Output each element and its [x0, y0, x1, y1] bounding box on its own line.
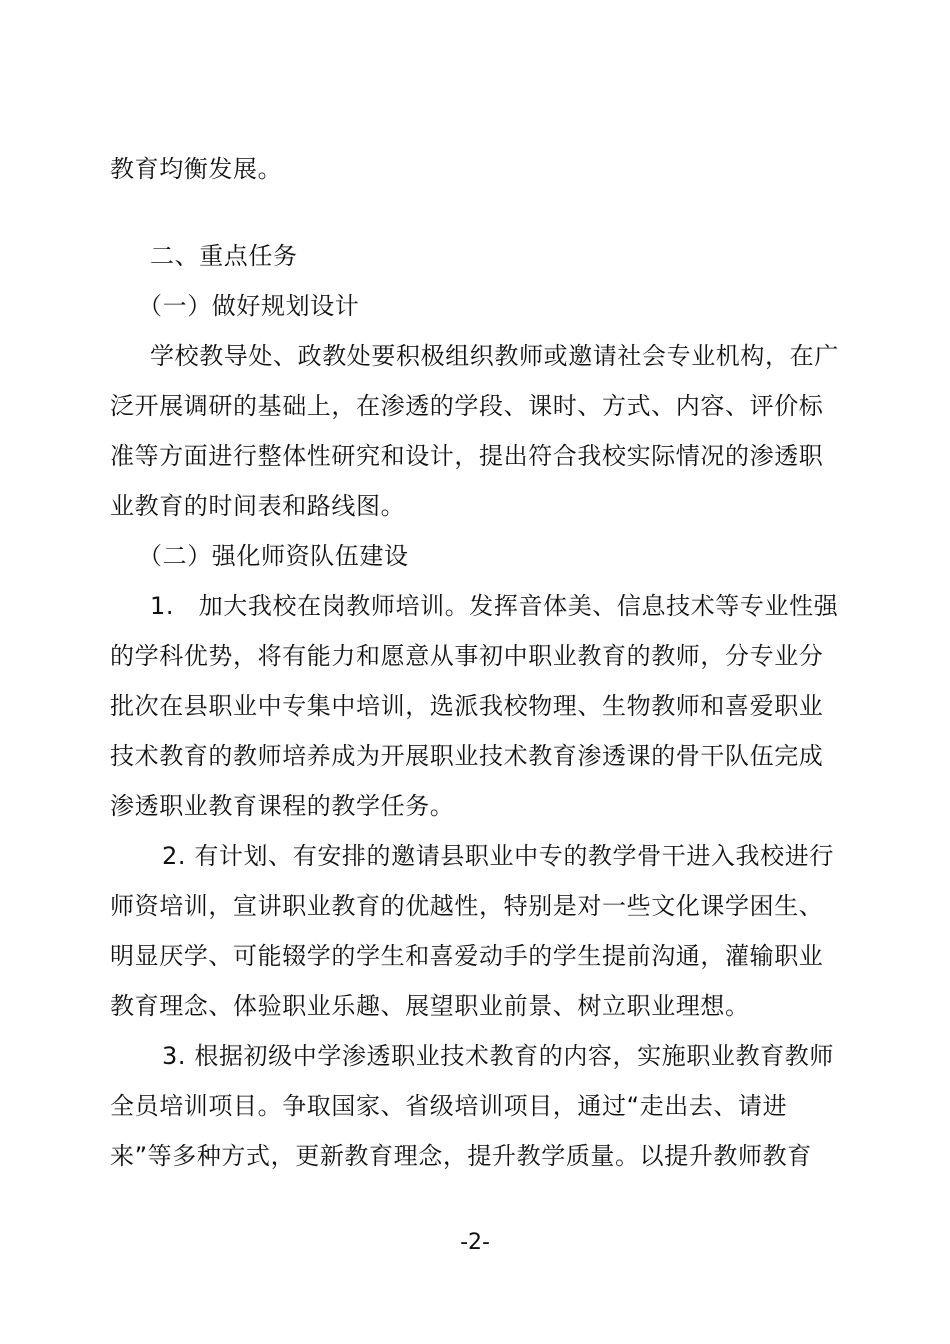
list-item-line: 1. 加大我校在岗教师培训。发挥音体美、信息技术等专业性强 — [150, 592, 839, 620]
subsection-heading: （一）做好规划设计 — [138, 292, 360, 320]
list-item-line: 2. 有计划、有安排的邀请县职业中专的教学骨干进入我校进行 — [162, 842, 834, 870]
paragraph-line: 渗透职业教育课程的教学任务。 — [110, 792, 455, 820]
paragraph-line: 师资培训，宣讲职业教育的优越性，特别是对一些文化课学困生、 — [110, 892, 824, 920]
section-heading: 二、重点任务 — [150, 242, 298, 270]
paragraph-line: 批次在县职业中专集中培训，选派我校物理、生物教师和喜爱职业 — [110, 692, 824, 720]
paragraph-line: 泛开展调研的基础上，在渗透的学段、课时、方式、内容、评价标 — [110, 392, 824, 420]
list-item-line: 3. 根据初级中学渗透职业技术教育的内容，实施职业教育教师 — [162, 1042, 834, 1070]
paragraph-line: 教育理念、体验职业乐趣、展望职业前景、树立职业理想。 — [110, 992, 750, 1020]
paragraph-line: 准等方面进行整体性研究和设计，提出符合我校实际情况的渗透职 — [110, 442, 824, 470]
paragraph-line: 的学科优势，将有能力和愿意从事初中职业教育的教师，分专业分 — [110, 642, 824, 670]
paragraph-line: 学校教导处、政教处要积极组织教师或邀请社会专业机构，在广 — [150, 342, 839, 370]
subsection-heading: （二）强化师资队伍建设 — [138, 542, 409, 570]
paragraph-line: 明显厌学、可能辍学的学生和喜爱动手的学生提前沟通，灌输职业 — [110, 942, 824, 970]
paragraph-line: 来”等多种方式，更新教育理念，提升教学质量。以提升教师教育 — [110, 1142, 812, 1170]
paragraph-line: 技术教育的教师培养成为开展职业技术教育渗透课的骨干队伍完成 — [110, 742, 824, 770]
page-number: -2- — [460, 1230, 490, 1255]
paragraph-continuation: 教育均衡发展。 — [110, 155, 283, 183]
paragraph-line: 业教育的时间表和路线图。 — [110, 492, 406, 520]
paragraph-line: 全员培训项目。争取国家、省级培训项目，通过“走出去、请进 — [110, 1092, 788, 1120]
